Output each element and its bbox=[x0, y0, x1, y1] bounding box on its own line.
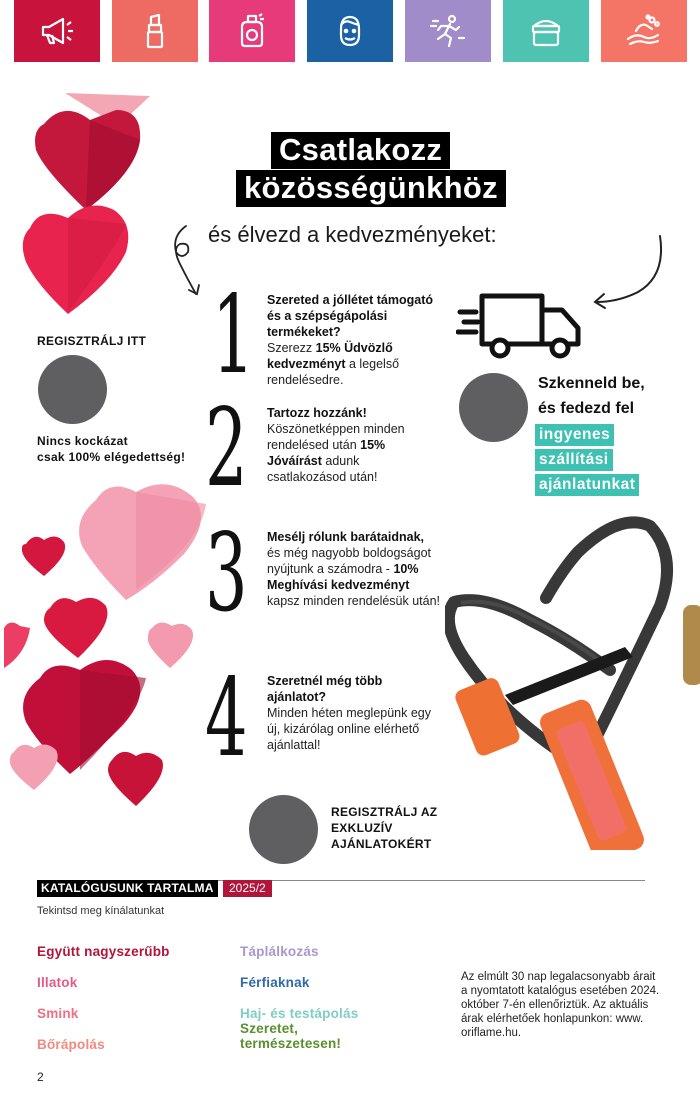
scan-qr-code[interactable] bbox=[459, 373, 528, 442]
pink-heart-bottom bbox=[10, 744, 58, 790]
red-paper-heart-medium bbox=[44, 598, 107, 658]
step-1-pre: Szerezz bbox=[267, 341, 316, 355]
exclusive-qr-code[interactable] bbox=[249, 795, 318, 864]
free-shipping-line3: ajánlatunkat bbox=[535, 474, 639, 496]
red-heart-bottom bbox=[108, 752, 163, 806]
catalog-issue: 2025/2 bbox=[223, 880, 272, 897]
small-red-heart bbox=[22, 536, 65, 576]
gold-product-edge bbox=[683, 605, 700, 685]
mascara-cap bbox=[453, 676, 522, 758]
hero-subtitle: és élvezd a kedvezményeket: bbox=[208, 222, 497, 247]
step-3-number: 3 bbox=[205, 511, 248, 636]
step-1-highlight: 15% Üdvözlő kedvezményt bbox=[267, 341, 393, 371]
step-2-title: Tartozz hozzánk! bbox=[267, 406, 367, 420]
exclusive-line1: REGISZTRÁLJ AZ bbox=[331, 805, 438, 819]
price-note: Az elmúlt 30 nap legalacsonyabb árait a nyomtatott katalógus esetében 2024. október 7-én ellenőriztük. Az aktuális árak elérhetőek honlapunkon: www. oriflame.hu. bbox=[461, 971, 660, 1039]
megaphone-icon bbox=[37, 11, 77, 51]
tab-nutrition[interactable] bbox=[405, 0, 491, 62]
step-2-highlight: 15% Jóváírást bbox=[267, 438, 386, 468]
cream-jar-icon bbox=[526, 11, 566, 51]
step-3-text bbox=[267, 529, 442, 609]
catalog-link-hair-body[interactable]: Haj- és testápolás bbox=[240, 1006, 359, 1021]
page-number: 2 bbox=[37, 1070, 44, 1084]
step-2-post: adunk csatlakozásod után! bbox=[267, 454, 378, 484]
register-here-label: REGISZTRÁLJ ITT bbox=[37, 334, 147, 348]
curved-arrow-right bbox=[588, 230, 668, 310]
step-2-number: 2 bbox=[205, 386, 248, 511]
step-3-highlight: 10% Meghívási kedvezményt bbox=[267, 562, 419, 592]
catalog-link-fragrance[interactable]: Illatok bbox=[37, 975, 78, 990]
mascara-heart-illustration bbox=[445, 505, 700, 850]
no-risk-text: Nincs kockázat bbox=[37, 434, 128, 448]
step-4-number: 4 bbox=[205, 656, 248, 781]
catalog-link-skincare[interactable]: Bőrápolás bbox=[37, 1037, 105, 1052]
free-shipping-line2: szállítási bbox=[535, 449, 613, 471]
scan-line2: és fedezd fel bbox=[538, 400, 635, 417]
step-3-pre: és még nagyobb boldogságot nyújtunk a számodra - bbox=[267, 546, 432, 576]
tab-fragrance[interactable] bbox=[209, 0, 295, 62]
scan-line1: Szkenneld be, bbox=[538, 375, 645, 392]
step-4-pre: Minden héten meglepünk egy új, kizárólag online elérhető ajánlattal! bbox=[267, 706, 432, 752]
tab-men[interactable] bbox=[307, 0, 393, 62]
running-person-icon bbox=[428, 11, 468, 51]
catalog-link-together[interactable]: Együtt nagyszerűbb bbox=[37, 944, 170, 959]
tab-together[interactable] bbox=[14, 0, 100, 62]
step-3-post: kapsz minden rendelésük után! bbox=[267, 594, 441, 608]
catalog-heading: KATALÓGUSUNK TARTALMA bbox=[37, 880, 218, 897]
delivery-truck-icon bbox=[456, 290, 586, 362]
tab-makeup[interactable] bbox=[112, 0, 198, 62]
perfume-icon bbox=[232, 11, 272, 51]
step-1-number: 1 bbox=[212, 273, 255, 398]
step-4-text bbox=[267, 673, 442, 753]
pink-heart-small bbox=[4, 622, 30, 668]
pink-heart-right bbox=[148, 622, 193, 668]
tab-skincare[interactable] bbox=[503, 0, 589, 62]
catalog-link-men[interactable]: Férfiaknak bbox=[240, 975, 310, 990]
step-1-title: Szereted a jóllétet támogató és a szépségápolási termékeket? bbox=[267, 293, 434, 339]
step-1-post: a legelső rendelésedre. bbox=[267, 357, 400, 387]
catalog-link-love-naturally[interactable]: Szeretet, természetesen! bbox=[240, 1021, 342, 1051]
hero-title-line2: közösségünkhöz bbox=[236, 170, 506, 207]
step-2-pre: Köszönetképpen minden rendelésed után bbox=[267, 422, 405, 452]
curly-arrow-left bbox=[168, 222, 208, 300]
exclusive-line3: AJÁNLATOKÉRT bbox=[331, 837, 432, 851]
catalog-link-nutrition[interactable]: Táplálkozás bbox=[240, 944, 319, 959]
satisfaction-text: csak 100% elégedettség! bbox=[37, 450, 186, 464]
man-face-icon bbox=[330, 11, 370, 51]
body-wash-icon bbox=[624, 11, 664, 51]
hero-title-line1: Csatlakozz bbox=[271, 132, 450, 169]
step-2-text bbox=[267, 405, 442, 485]
catalog-link-makeup[interactable]: Smink bbox=[37, 1006, 79, 1021]
register-qr-code[interactable] bbox=[38, 355, 107, 424]
catalog-subheading: Tekintsd meg kínálatunkat bbox=[37, 905, 165, 917]
exclusive-line2: EXKLUZÍV bbox=[331, 821, 393, 835]
tab-hair-body[interactable] bbox=[601, 0, 687, 62]
lipstick-icon bbox=[135, 11, 175, 51]
step-4-title: Szeretnél még több ajánlatot? bbox=[267, 674, 383, 704]
free-shipping-line1: ingyenes bbox=[535, 424, 614, 446]
step-3-title: Mesélj rólunk barátaidnak, bbox=[267, 530, 424, 544]
step-1-text bbox=[267, 292, 442, 388]
